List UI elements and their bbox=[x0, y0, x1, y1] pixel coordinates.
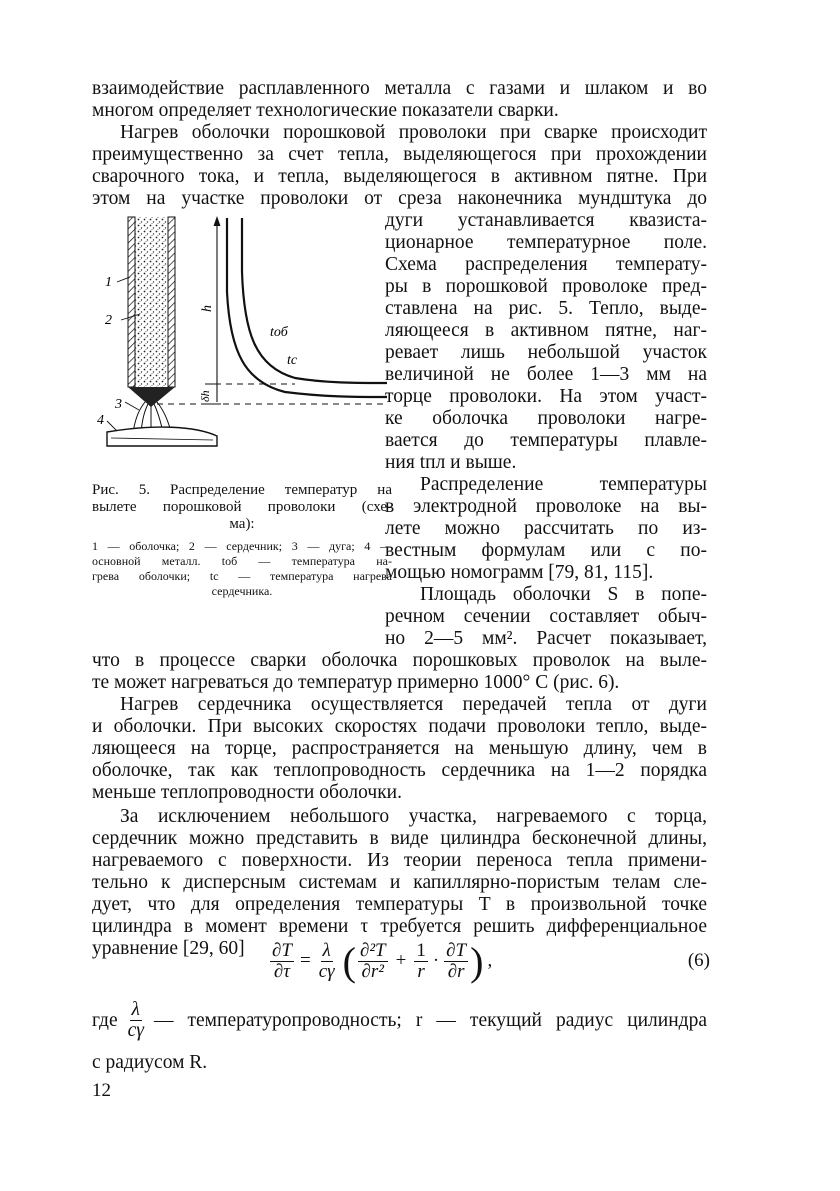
eq-t1-den: ∂r² bbox=[361, 960, 384, 982]
page-number: 12 bbox=[92, 1080, 111, 1101]
text-line: ревает лишь небольшой участок bbox=[385, 342, 707, 363]
sheath-right bbox=[168, 217, 175, 387]
base-metal bbox=[107, 427, 217, 446]
text-line: в электродной проволоке на вы- bbox=[385, 496, 707, 517]
eq-equals: = bbox=[299, 950, 311, 971]
where-frac bbox=[126, 1000, 146, 1041]
figure-legend: грева оболочки; tс — температура нагрева bbox=[92, 569, 392, 583]
text-line: ляющееся в активном пятне, наг- bbox=[385, 320, 707, 341]
figure-caption: ма): bbox=[229, 516, 255, 532]
text-line: мощью номограмм [79, 81, 115]. bbox=[385, 562, 654, 583]
text-line: Распределение температуры bbox=[420, 474, 707, 495]
text-line: меньше теплопроводности оболочки. bbox=[92, 782, 402, 803]
eq-lhs-den: ∂τ bbox=[273, 960, 291, 982]
where-frac-num: λ bbox=[131, 999, 140, 1020]
text-line: с радиусом R. bbox=[92, 1052, 208, 1073]
eq-lhs bbox=[270, 941, 294, 982]
sheath-left bbox=[128, 217, 135, 387]
text-line: Нагрев оболочки порошковой проволоки при сварке происходит bbox=[120, 122, 707, 143]
text-line: Площадь оболочки S в попе- bbox=[420, 584, 707, 605]
curve-t-ob bbox=[242, 218, 387, 383]
leader-3 bbox=[125, 402, 139, 410]
text-line: цилиндра в момент времени τ требуется решить дифференциальное bbox=[92, 916, 707, 937]
eq-term-3 bbox=[444, 941, 468, 982]
eq-paren-open: ( bbox=[342, 938, 356, 984]
text-line: ставлена на рис. 5. Тепло, выде- bbox=[385, 298, 707, 319]
eq-t3-num: ∂T bbox=[446, 939, 467, 961]
eq-comma: , bbox=[487, 950, 493, 971]
eq-paren-close: ) bbox=[470, 938, 484, 984]
eq-coef bbox=[317, 941, 337, 982]
text-line: вается до температуры плавле- bbox=[385, 430, 707, 451]
eq-dot: · bbox=[432, 950, 440, 971]
figure-caption: Рис. 5. Распределение температур на bbox=[92, 482, 392, 498]
core bbox=[135, 217, 168, 387]
text-line: ляющееся на торце, распространяется на меньшую длину, чем в bbox=[92, 738, 707, 759]
text-line: взаимодействие расплавленного металла с газами и шлаком и во bbox=[92, 78, 707, 99]
equation-6 bbox=[270, 932, 710, 990]
text-line: многом определяет технологические показатели сварки. bbox=[92, 100, 559, 121]
label-t-ob: tоб bbox=[270, 325, 288, 340]
text-line: сварочного тока, и тепла, выделяющегося в активном пятне. При bbox=[92, 166, 707, 187]
where-text: — температуропроводность; r — текущий радиус цилиндра bbox=[153, 1009, 707, 1031]
text-line: оболочке, так как теплопроводность сердечника на 1—2 порядка bbox=[92, 760, 707, 781]
label-delta-h: δh bbox=[198, 390, 212, 402]
text-line: преимущественно за счет тепла, выделяющегося при прохождении bbox=[92, 144, 707, 165]
text-line: нагреваемого с поверхности. Из теории переноса тепла примени- bbox=[92, 850, 707, 871]
text-line: дуги устанавливается квазиста- bbox=[385, 210, 707, 231]
text-line: ры в порошковой проволоке пред- bbox=[385, 276, 707, 297]
text-line: ке оболочка проволоки нагре- bbox=[385, 408, 707, 429]
eq-t2-num: 1 bbox=[416, 939, 426, 961]
where-frac-den: cγ bbox=[127, 1020, 144, 1041]
axis-arrow bbox=[214, 216, 221, 226]
text-line: ния tпл и выше. bbox=[385, 452, 517, 473]
text-line: сердечник можно представить в виде цилиндра бесконечной длины, bbox=[92, 828, 707, 849]
text-line: Схема распределения температу- bbox=[385, 254, 707, 275]
text-line: величиной не более 1—3 мм на bbox=[385, 364, 707, 385]
text-line: этом на участке проволоки от среза наконечника мундштука до bbox=[92, 188, 707, 209]
where-line bbox=[92, 1000, 707, 1041]
label-h: h bbox=[200, 305, 215, 312]
eq-number: (6) bbox=[687, 950, 710, 971]
figure-caption: вылете порошковой проволоки (схе- bbox=[92, 499, 392, 515]
where-prefix: где bbox=[92, 1009, 118, 1031]
eq-t1-num: ∂²T bbox=[359, 939, 386, 961]
text-line: что в процессе сварки оболочка порошковых проволок на выле- bbox=[92, 650, 707, 671]
text-line: и оболочки. При высоких скоростях подачи проволоки тепло, выде- bbox=[92, 716, 707, 737]
eq-lhs-num: ∂T bbox=[272, 939, 292, 961]
text-line: За исключением небольшого участка, нагреваемого с торца, bbox=[120, 806, 707, 827]
text-line: вестным формулам или с по- bbox=[385, 540, 707, 561]
text-line: дует, что для определения температуры T в произвольной точке bbox=[92, 894, 707, 915]
figure-legend: основной металл. tоб — температура на- bbox=[92, 554, 392, 568]
text-line: тельно к дисперсным системам и капиллярно-пористым телам сле- bbox=[92, 872, 707, 893]
text-line: те может нагреваться до температур примерно 1000° С (рис. 6). bbox=[92, 672, 620, 693]
text-line: ционарное температурное поле. bbox=[385, 232, 707, 253]
text-line: лете можно рассчитать по из- bbox=[385, 518, 707, 539]
eq-coef-num: λ bbox=[322, 939, 331, 961]
eq-term-2 bbox=[414, 941, 428, 982]
figure-legend: 1 — оболочка; 2 — сердечник; 3 — дуга; 4 — bbox=[92, 539, 392, 553]
label-2: 2 bbox=[105, 313, 112, 328]
eq-plus: + bbox=[395, 950, 407, 971]
text-line: торце проволоки. На этом участ- bbox=[385, 386, 707, 407]
curve-t-c bbox=[227, 218, 387, 397]
label-4: 4 bbox=[97, 413, 104, 428]
text-line: речном сечении составляет обыч- bbox=[385, 606, 707, 627]
eq-t2-den: r bbox=[417, 960, 425, 982]
figure-temperature-distribution bbox=[95, 212, 390, 447]
label-t-c: tс bbox=[287, 353, 298, 368]
eq-term-1 bbox=[358, 941, 388, 982]
text-line: но 2—5 мм². Расчет показывает, bbox=[385, 628, 707, 649]
eq-t3-den: ∂r bbox=[447, 960, 465, 982]
leader-4 bbox=[107, 421, 117, 431]
eq-coef-den: cγ bbox=[318, 960, 335, 982]
text-line: Нагрев сердечника осуществляется передачей тепла от дуги bbox=[120, 694, 707, 715]
wire-tip bbox=[128, 387, 175, 407]
figure-legend: сердечника. bbox=[211, 584, 273, 598]
text-line: уравнение [29, 60] bbox=[92, 938, 245, 959]
label-1: 1 bbox=[105, 275, 112, 290]
label-3: 3 bbox=[115, 397, 122, 412]
